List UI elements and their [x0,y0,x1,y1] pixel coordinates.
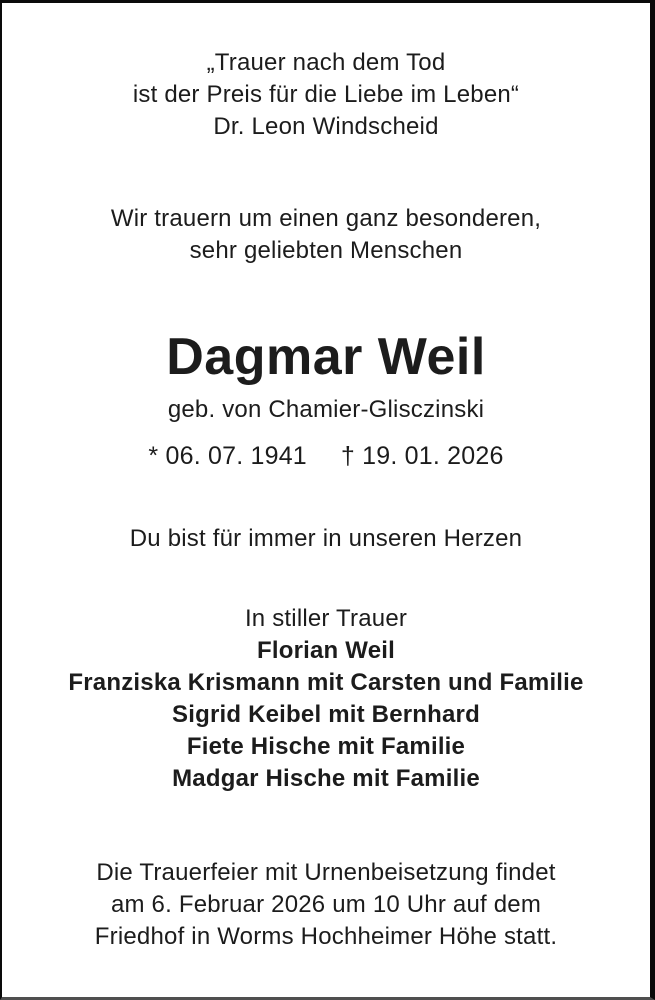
funeral-info-line: Friedhof in Worms Hochheimer Höhe statt. [94,923,558,950]
deceased-name: Dagmar Weil [166,328,486,386]
maiden-name: geb. von Chamier-Glisczinski [167,396,485,423]
mourner-name: Franziska Krismann mit Carsten und Familie [68,669,584,696]
quote-block [2,47,650,143]
funeral-info-block [2,857,650,953]
birth-date-value: 06. 07. 1941 [165,442,307,470]
remembrance-line: Du bist für immer in unseren Herzen [129,525,523,552]
quote-line: ist der Preis für die Liebe im Leben“ [132,81,520,108]
funeral-info-line: am 6. Februar 2026 um 10 Uhr auf dem [110,891,542,918]
mourner-name: Madgar Hische mit Familie [172,765,480,792]
birth-symbol: * [148,442,159,470]
intro-line: sehr geliebten Menschen [189,237,463,264]
mourners-block [2,603,650,795]
mourner-name: Fiete Hische mit Familie [186,733,466,760]
life-dates [2,441,650,471]
quote-attribution: Dr. Leon Windscheid [213,113,439,140]
death-cross-symbol: † [340,442,356,470]
mourner-name: Florian Weil [257,637,395,664]
mourners-heading: In stiller Trauer [244,605,408,632]
quote-line: „Trauer nach dem Tod [206,49,446,76]
intro-line: Wir trauern um einen ganz besonderen, [110,205,542,232]
death-date-value: 19. 01. 2026 [362,442,504,470]
birth-date [148,441,307,471]
death-date [341,441,504,471]
funeral-info-line: Die Trauerfeier mit Urnenbeisetzung findet [96,859,556,886]
mourner-name: Sigrid Keibel mit Bernhard [172,701,480,728]
intro-block [2,203,650,267]
